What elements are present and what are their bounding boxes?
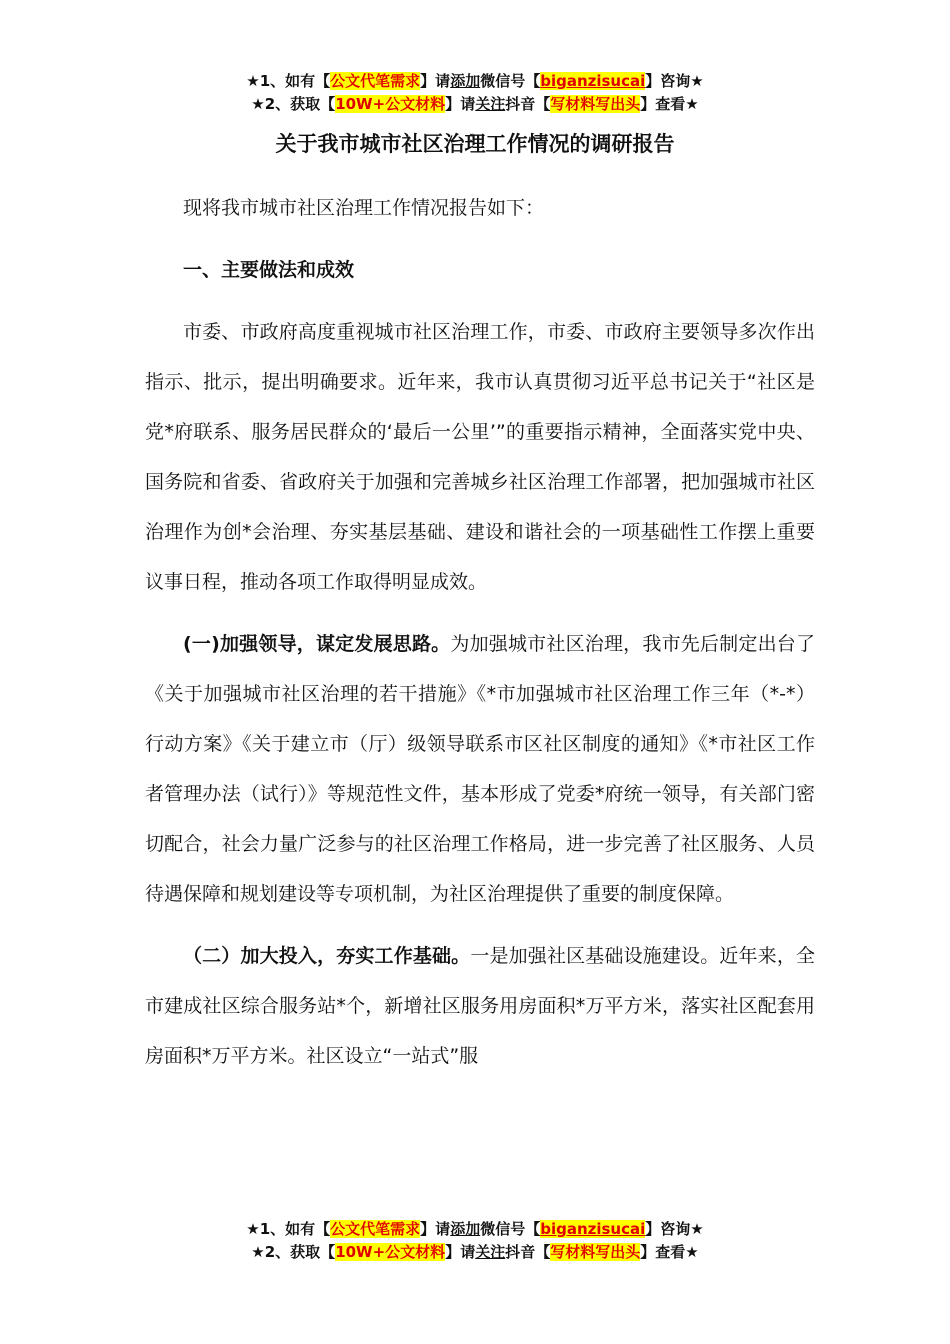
paragraph-2-lead: (一)加强领导，谋定发展思路。 (183, 633, 451, 655)
paragraph-3-lead: （二）加大投入，夯实工作基础。 (183, 945, 471, 967)
banner-text: 】请 (420, 72, 451, 90)
intro-paragraph: 现将我市城市社区治理工作情况报告如下： (183, 197, 545, 219)
banner-highlight: 公文代笔需求 (330, 72, 421, 90)
paragraph-3-text: 一是加强社区基础设施建设。近年来，全市建成社区综合服务站*个，新增社区服务用房面积*万平方米，落实社区配套用房面积*万平方米。社区设立“一站式”服 (145, 945, 815, 1067)
banner-line-1 (0, 1218, 950, 1241)
top-banner (0, 70, 950, 116)
banner-text: 微信号【 (480, 1220, 541, 1238)
banner-underline: 关注 (475, 1243, 506, 1261)
banner-text: 】请 (420, 1220, 451, 1238)
banner-text: 】查看★ (640, 95, 699, 113)
banner-text: 】咨询★ (645, 72, 704, 90)
paragraph-1: 市委、市政府高度重视城市社区治理工作，市委、市政府主要领导多次作出指示、批示，提出明确要求。近年来，我市认真贯彻习近平总书记关于“社区是党*府联系、服务居民群众的‘最后一公里’”的重要指示精神，全面落实党中央、国务院和省委、省政府关于加强和完善城乡社区治理工作部署，把加强城市社区治理作为创*会治理、夯实基层基础、建设和谐社会的一项基础性工作摆上重要议事日程，推动各项工作取得明显成效。 (145, 321, 815, 593)
banner-line-2 (0, 1241, 950, 1264)
banner-text: 】请 (445, 1243, 476, 1261)
banner-text: ★2、获取【 (251, 1243, 336, 1261)
banner-highlight: 10W+公文材料 (335, 1243, 446, 1261)
banner-line-2 (0, 93, 950, 116)
banner-text: 】请 (445, 95, 476, 113)
banner-text: 】查看★ (640, 1243, 699, 1261)
banner-text: ★1、如有【 (246, 1220, 331, 1238)
banner-text: 】咨询★ (645, 1220, 704, 1238)
banner-text: ★2、获取【 (251, 95, 336, 113)
banner-text: 抖音【 (505, 95, 551, 113)
banner-text: 微信号【 (480, 72, 541, 90)
banner-text: ★1、如有【 (246, 72, 331, 90)
section-heading: 一、主要做法和成效 (183, 259, 355, 281)
document-title: 关于我市城市社区治理工作情况的调研报告 (275, 132, 675, 156)
paragraph-2 (145, 619, 815, 919)
paragraph-3 (145, 931, 815, 1081)
banner-underline: 关注 (475, 95, 506, 113)
banner-underline: 添加 (450, 1220, 481, 1238)
banner-highlight: 10W+公文材料 (335, 95, 446, 113)
paragraph-2-text: 为加强城市社区治理，我市先后制定出台了《关于加强城市社区治理的若干措施》《*市加强城市社区治理工作三年（*-*）行动方案》《关于建立市（厅）级领导联系市区社区制度的通知》《*市社区工作者管理办法（试行）》等规范性文件，基本形成了党委*府统一领导，有关部门密切配合，社会力量广泛参与的社区治理工作格局，进一步完善了社区服务、人员待遇保障和规划建设等专项机制，为社区治理提供了重要的制度保障。 (145, 633, 815, 905)
banner-text: 抖音【 (505, 1243, 551, 1261)
document-body (145, 183, 815, 1081)
banner-highlight: 写材料写出头 (550, 1243, 641, 1261)
banner-underline: 添加 (450, 72, 481, 90)
bottom-banner (0, 1218, 950, 1264)
banner-highlight: 写材料写出头 (550, 95, 641, 113)
banner-highlight: biganzisucai (540, 72, 646, 90)
banner-line-1 (0, 70, 950, 93)
banner-highlight: 公文代笔需求 (330, 1220, 421, 1238)
banner-highlight: biganzisucai (540, 1220, 646, 1238)
